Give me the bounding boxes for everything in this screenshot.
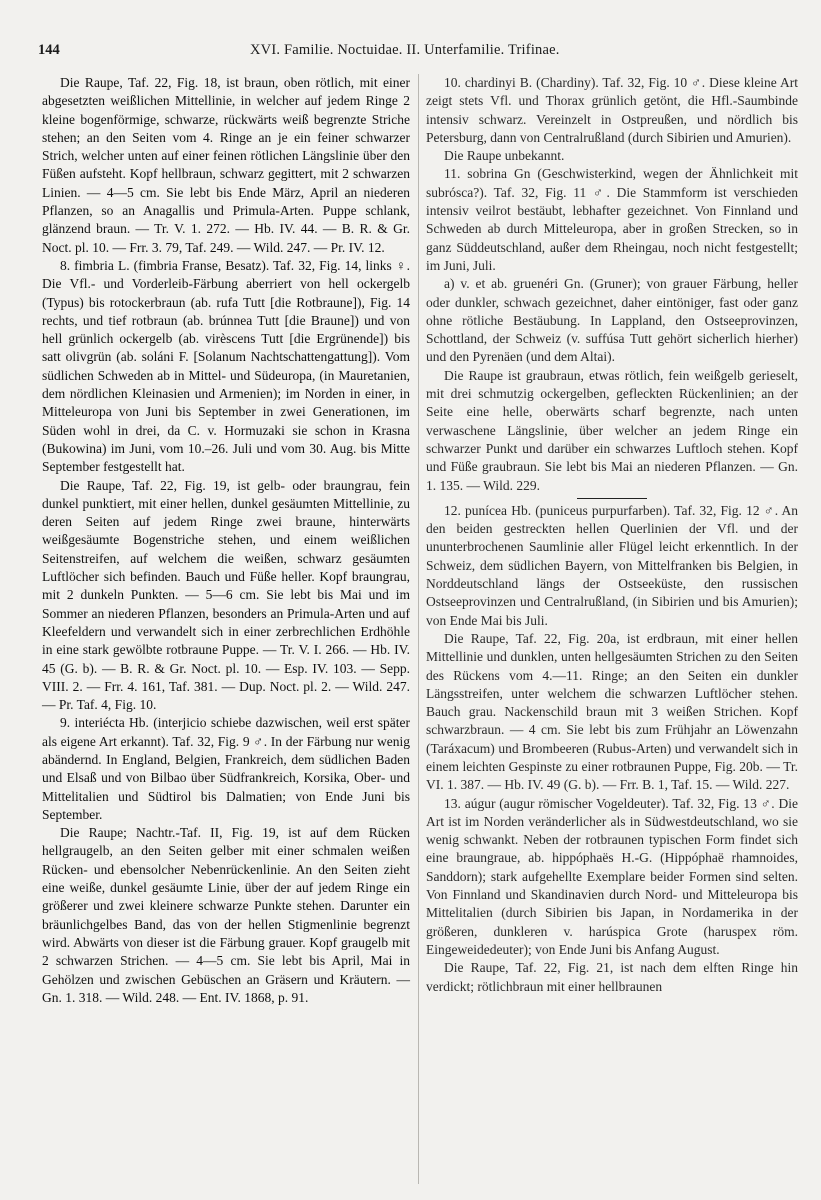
paragraph: 11. sobrina Gn (Geschwisterkind, wegen der Ähnlichkeit mit subrósca?). Taf. 32, Fig. 11 ♂. Die Stammform ist verschieden intensiv veilrot bestäubt, lebhafter gezeichnet. Von Finnland und Schweden ab durch Mitteleuropa, aber in großen Strecken, so in ganz Süddeutschland, außer dem Rheingau, noch nicht festgestellt; im Juni, Juli. [426,166,798,273]
paragraph: 9. interiécta Hb. (interjicio schiebe dazwischen, weil erst später als eigene Art erkannt). Taf. 32, Fig. 9 ♂. In der Färbung nur wenig abändernd. In England, Belgien, Frankreich, dem südlichen Baden und Elsaß und von Bilbao über Südfrankreich, Korsika, Ober- und Mittelitalien und Südtirol bis Dalmatien; von Ende Juni bis September. [42,715,410,822]
paragraph: Die Raupe, Taf. 22, Fig. 18, ist braun, oben rötlich, mit einer abgesetzten weißlichen Mittellinie, in welcher auf jedem Ringe 2 kleine bogenförmige, schwarze, rückwärts weiß begrenzte Striche stehen; an den Seiten vom 4. Ringe an je ein feiner schwarzer Strich, welcher unten auf einer feinen rötlichen Längslinie über den Füßen aufsteht. Kopf hellbraun, schwarz gegittert, mit 2 schwarzen Linien. — 4—5 cm. Sie lebt bis Ende März, April an niederen Pflanzen, so an Anagallis und Primula-Arten. Puppe schlank, glänzend braun. — Tr. V. 1. 272. — Hb. IV. 44. — B. R. & Gr. Noct. pl. 10. — Frr. 3. 79, Taf. 249. — Wild. 247. — Pr. IV. 12. [42,75,410,255]
section-rule [577,498,647,499]
paragraph: 10. chardinyi B. (Chardiny). Taf. 32, Fig. 10 ♂. Diese kleine Art zeigt stets Vfl. und Thorax grünlich getönt, die Hfl.-Saumbinde intensiv schwarz. Vereinzelt in Ostpreußen, und nördlich bis Petersburg, dann von Centralrußland (durch Sibirien und Amurien). [426,75,798,145]
page-number: 144 [38,42,60,58]
left-column [42,74,410,1007]
paragraph: a) v. et ab. gruenéri Gn. (Gruner); von grauer Färbung, heller oder dunkler, schwach gezeichnet, daher eintöniger, fast oder ganz ohne rötliche Bestäubung. In Lappland, den Ostseeprovinzen, Schottland, der Schweiz (v. suffúsa Tutt gehört sicherlich hierher) und den Pyrenäen (und dem Altai). [426,276,798,365]
paragraph: Die Raupe ist graubraun, etwas rötlich, fein weißgelb gerieselt, mit drei schmutzig ockergelben, gefleckten Rückenlinien; an der Seite eine helle, oberwärts scharf begrenzte, nach unten verwaschene Längslinie, über welcher an jedem Ringe ein schwarzer Punkt und darüber ein schwarzes Luftloch stehen. Kopf und Füße graubraun. Sie lebt bis Mai an niederen Pflanzen. — Gn. 1. 135. — Wild. 229. [426,367,798,493]
right-column [426,74,798,996]
paragraph: 13. aúgur (augur römischer Vogeldeuter). Taf. 32, Fig. 13 ♂. Die Art ist im Norden veränderlicher als in Südwestdeutschland, wo sie wenig schwankt. Neben der rotbraunen typischen Form findet sich eine braungraue, ab. hippóphaës H.-G. (Hippóphaë rhamnoides, Sanddorn); stark aufgehellte Exemplare beider Formen sind selten. Von Finnland und Skandinavien durch Nord- und Mitteleuropa bis Mittelitalien (durch Sibirien bis Japan, in Nordamerika in der größeren, dunkleren v. harúspica Grote (haruspex röm. Eingeweidedeuter); von Ende Juni bis Anfang August. [426,795,798,957]
column-divider [418,74,419,1184]
paragraph: Die Raupe; Nachtr.-Taf. II, Fig. 19, ist auf dem Rücken hellgraugelb, an den Seiten gelber mit einer schmalen weißen Rücken- und ebensolcher Nebenrückenlinie. An den Seiten zieht eine weiße, dunkel gesäumte Linie, über der auf jedem Ringe ein größerer und zwei kleinere schwarze Punkte stehen. Darunter ein bräunlichgelbes Band, das von der hellen Stigmenlinie begrenzt wird. Abwärts von dieser ist die Färbung grauer. Kopf graugelb mit 2 schwarzen Strichen. — 4—5 cm. Sie lebt bis April, Mai in Gehölzen und zwischen Gebüschen an Gräsern und Kräutern. — Gn. 1. 318. — Wild. 248. — Ent. IV. 1868, p. 91. [42,825,410,1005]
paragraph: Die Raupe, Taf. 22, Fig. 20a, ist erdbraun, mit einer hellen Mittellinie und dunklen, unten hellgesäumten Strichen zu den Seiten des Rückens vom 4.—11. Ringe; an den Seiten ein dunkler Längsstreifen, unter welchem die schwarzen Luftlöcher stehen. Bauch grau. Nackenschild braun mit 3 weißen Strichen. Kopf schwarzbraun. — 4 cm. Sie lebt bis zum Frühjahr an Löwenzahn (Taráxacum) und Brombeeren (Rubus-Arten) und verwandelt sich in einem leichten Gespinste zu einer rotbraunen Puppe, Fig. 20b. — Tr. VI. 1. 387. — Hb. IV. 49 (G. b). — Frr. B. 1, Taf. 15. — Wild. 227. [426,630,798,793]
paragraph: 12. punícea Hb. (puniceus purpurfarben). Taf. 32, Fig. 12 ♂. An den beiden gestreckten hellen Querlinien der Vfl. und der ununterbrochenen Saumlinie aller Flügel leicht erkenntlich. In der Schweiz, dem südlichen Bayern, von Mittelfranken bis Belgien, in Norddeutschland längs der Ostseeküste, den russischen Ostseeprovinzen und Centralrußland, (in Sibirien und bis Amurien); von Ende Mai bis Juli. [426,502,798,628]
paragraph: Die Raupe, Taf. 22, Fig. 21, ist nach dem elften Ringe hin verdickt; rötlichbraun mit einer hellbraunen [426,960,798,994]
paragraph: Die Raupe unbekannt. [444,148,565,164]
running-title: XVI. Familie. Noctuidae. II. Unterfamilie. Trifinae. [250,42,560,58]
paragraph: 8. fimbria L. (fimbria Franse, Besatz). Taf. 32, Fig. 14, links ♀. Die Vfl.- und Vorderleib-Färbung aberriert von hell ockergelb (Typus) bis rotockerbraun (ab. rufa Tutt [die Rotbraune]), Fig. 14 rechts, und tief rotbraun (ab. brúnnea Tutt [die Braune]) und von hell grünlich ockergelb (ab. virèscens Tutt [die Ergrünende]) bis satt olivgrün (ab. soláni F. [Solanum Nachtschattengattung]). Vom südlichen Schweden ab in Mittel- und Südeuropa, (in Mauretanien, dem nördlichen Kleinasien und Armenien); im Norden in einer, in Mitteleuropa von Juni bis September in zwei Generationen, im Süden wohl in drei, da C. v. Hormuzaki sie schon in Krasna (Bukowina) im Juni, vom 10.–26. Juli und vom 30. Aug. bis Mitte September festgestellt hat. [42,257,410,475]
running-header [38,42,793,64]
paragraph: Die Raupe, Taf. 22, Fig. 19, ist gelb- oder braungrau, fein dunkel punktiert, mit einer hellen, dunkel gesäumten Mittellinie, zu deren Seiten auf jedem Ringe zwei braune, hinterwärts weißgesäumte Bogenstriche stehen, und einem weißlichen Seitenstreifen, auf welchem die weißen, schwarz gesäumten Luftlöcher sich befinden. Bauch und Füße heller. Kopf braungrau, mit 2 dunkeln Punkten. — 5—6 cm. Sie lebt bis Mai und im Sommer an niederen Pflanzen, besonders an Primula-Arten und auf Kleefeldern und verwandelt sich in einer zerbrechlichen Erdhöhle in eine stark gewölbte rotbraune Puppe. — Tr. V. I. 266. — Hb. IV. 45 (G. b). — B. R. & Gr. Noct. pl. 10. — Esp. IV. 103. — Sepp. VIII. 2. — Frr. 4. 161, Taf. 381. — Dup. Noct. pl. 2. — Wild. 247. — Pr. Taf. 4, Fig. 10. [42,477,410,713]
